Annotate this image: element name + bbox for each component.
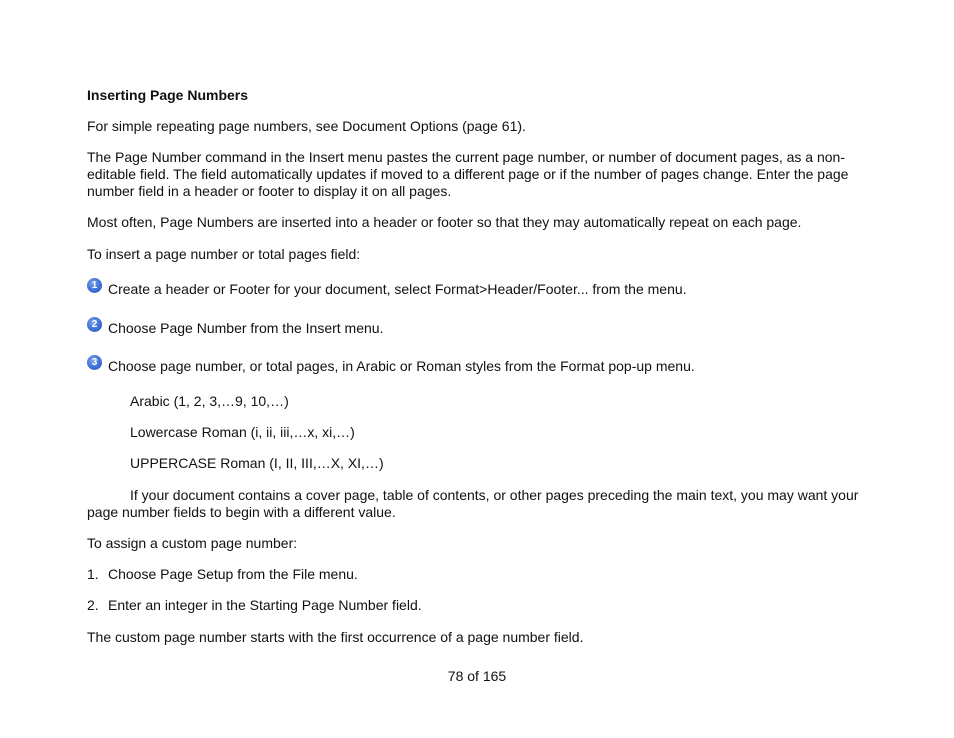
- paragraph-to-assign: To assign a custom page number:: [87, 535, 298, 551]
- step-2: [87, 320, 877, 337]
- list-number: 1.: [87, 566, 99, 582]
- paragraph-command: The Page Number command in the Insert menu pastes the current page number, or number of document pages, as a non-editable field. The field automatically updates if moved to a different page or if the number of pages change. Enter the page number field in a header or footer to display it on all pages.: [87, 149, 849, 199]
- paragraph-to-insert: To insert a page number or total pages field:: [87, 246, 361, 262]
- style-uppercase-roman: UPPERCASE Roman (I, II, III,…X, XI,…): [130, 455, 384, 471]
- step-text: Create a header or Footer for your document, select Format>Header/Footer... from the menu.: [108, 281, 687, 297]
- page-counter: 78 of 165: [447, 668, 507, 684]
- step-3: [87, 358, 877, 375]
- step-number-icon: 2: [87, 317, 102, 332]
- list-text: Enter an integer in the Starting Page Number field.: [108, 597, 422, 613]
- list-number: 2.: [87, 597, 99, 613]
- paragraph-custom: The custom page number starts with the first occurrence of a page number field.: [87, 629, 584, 645]
- list-item: [87, 566, 358, 583]
- section-heading: Inserting Page Numbers: [87, 87, 249, 103]
- paragraph-cover: If your document contains a cover page, table of contents, or other pages preceding the main text, you may want your page number fields to begin with a different value.: [87, 487, 859, 520]
- paragraph-most-often: Most often, Page Numbers are inserted into a header or footer so that they may automatically repeat on each page.: [87, 214, 802, 230]
- style-lowercase-roman: Lowercase Roman (i, ii, iii,…x, xi,…): [130, 424, 355, 440]
- step-number-icon: 3: [87, 355, 102, 370]
- list-item: [87, 597, 422, 614]
- step-text: Choose Page Number from the Insert menu.: [108, 320, 384, 336]
- paragraph-simple: For simple repeating page numbers, see Document Options (page 61).: [87, 118, 526, 134]
- step-1: [87, 281, 877, 298]
- style-arabic: Arabic (1, 2, 3,…9, 10,…): [130, 393, 289, 409]
- list-text: Choose Page Setup from the File menu.: [108, 566, 358, 582]
- step-text: Choose page number, or total pages, in Arabic or Roman styles from the Format pop-up menu.: [108, 358, 695, 374]
- step-number-icon: 1: [87, 278, 102, 293]
